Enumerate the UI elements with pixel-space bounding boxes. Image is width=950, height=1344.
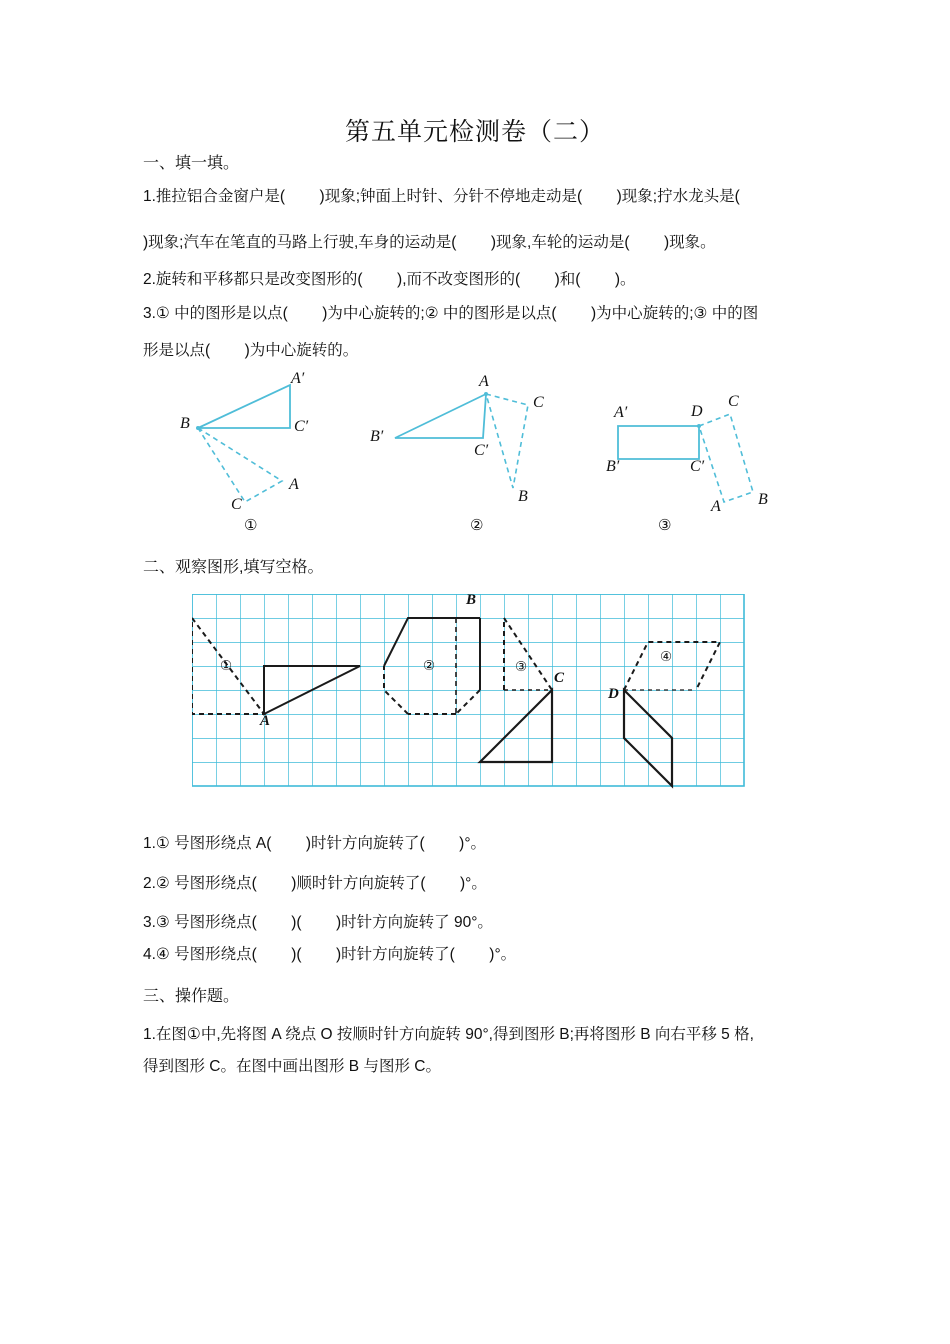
figure-1-solid-triangle: [198, 385, 290, 428]
figure-3-label-C-prime: C′: [690, 458, 705, 475]
figure-2-label-C-prime: C′: [474, 442, 489, 459]
section-1-question-1-line-1: 1.推拉铝合金窗户是( )现象;钟面上时针、分针不停地走动是( )现象;拧水龙头是(: [143, 188, 740, 205]
grid-cells: [192, 594, 744, 786]
section-3-question-1-line-1: 1.在图①中,先将图 A 绕点 O 按顺时针方向旋转 90°,得到图形 B;再将图形 B 向右平移 5 格,: [143, 1026, 754, 1043]
figure-1-label-C-prime: C′: [294, 418, 309, 435]
figure-1-number: ①: [244, 517, 258, 534]
grid-svg: [192, 594, 760, 800]
figure-3-label-A-prime: A′: [614, 404, 628, 421]
figure-1-svg: [170, 370, 350, 520]
grid-point-label-C: C: [554, 670, 565, 686]
figure-3-rotation-rectangle: [600, 370, 790, 534]
section-1-question-3-line-2: 形是以点( )为中心旋转的。: [143, 342, 359, 359]
figure-3-label-B: B: [758, 491, 768, 508]
figure-2-label-B: B: [518, 488, 528, 505]
grid-point-label-D: D: [608, 686, 619, 702]
figure-2-svg: [385, 370, 560, 520]
section-2-question-4: 4.④ 号图形绕点( )( )时针方向旋转了( )°。: [143, 946, 517, 963]
figure-1-label-C: C: [231, 496, 242, 513]
grid-figure-number-4: ④: [660, 649, 673, 664]
section-1-question-3-line-1: 3.① 中的图形是以点( )为中心旋转的;② 中的图形是以点( )为中心旋转的;③ 中的图: [143, 305, 759, 322]
section-2-question-3: 3.③ 号图形绕点( )( )时针方向旋转了 90°。: [143, 914, 493, 931]
figure-1-center-point: [196, 426, 200, 430]
figure-2-rotation-triangle: [370, 370, 560, 534]
figure-3-label-C: C: [728, 393, 739, 410]
section-1-question-1-line-2: )现象;汽车在笔直的马路上行驶,车身的运动是( )现象,车轮的运动是( )现象。: [143, 234, 716, 251]
grid-point-label-B: B: [466, 592, 477, 608]
section-3-heading: 三、操作题。: [143, 988, 240, 1005]
figure-2-dashed-triangle: [486, 394, 528, 488]
figure-2-label-C: C: [533, 394, 544, 411]
figure-2-number: ②: [470, 517, 484, 534]
grid-figure-number-2: ②: [423, 658, 436, 673]
figure-2-center-point: [484, 392, 488, 396]
figure-3-solid-rectangle: [618, 426, 699, 459]
figure-3-label-D: D: [691, 403, 703, 420]
figure-1-label-A: A: [289, 476, 299, 493]
figure-1-dashed-triangle: [198, 428, 282, 502]
figure-2-solid-triangle: [395, 394, 486, 438]
figure-1-label-B: B: [180, 415, 190, 432]
figure-1-rotation-triangle: [170, 370, 350, 534]
section-2-question-2: 2.② 号图形绕点( )顺时针方向旋转了( )°。: [143, 875, 487, 892]
grid-point-label-A: A: [260, 713, 271, 729]
figure-1-label-A-prime: A′: [291, 370, 305, 387]
figure-2-label-A: A: [479, 373, 489, 390]
grid-figure-number-3: ③: [515, 659, 528, 674]
figure-2-label-B-prime: B′: [370, 428, 384, 445]
figure-3-label-A: A: [711, 498, 721, 515]
section-2-grid-figure: [192, 594, 760, 800]
section-1-heading: 一、填一填。: [143, 155, 240, 172]
section-1-question-2: 2.旋转和平移都只是改变图形的( ),而不改变图形的( )和( )。: [143, 271, 636, 288]
section-2-heading: 二、观察图形,填写空格。: [143, 559, 324, 576]
grid-figure-number-1: ①: [220, 658, 233, 673]
section-3-question-1-line-2: 得到图形 C。在图中画出图形 B 与图形 C。: [143, 1058, 441, 1075]
figure-3-center-point: [697, 424, 701, 428]
page-title: 第五单元检测卷（二）: [344, 118, 605, 146]
section-2-question-1: 1.① 号图形绕点 A( )时针方向旋转了( )°。: [143, 835, 487, 852]
figure-3-label-B-prime: B′: [606, 458, 620, 475]
figure-3-dashed-rectangle: [699, 414, 753, 502]
figure-3-number: ③: [658, 517, 672, 534]
